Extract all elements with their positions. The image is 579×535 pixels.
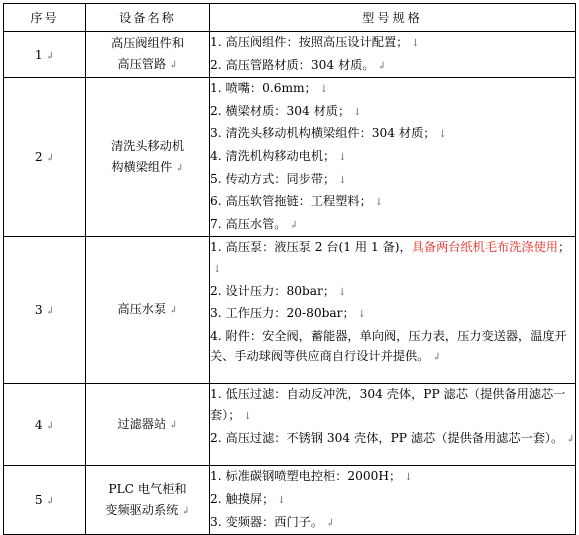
spec-list bbox=[210, 237, 576, 384]
header-row bbox=[4, 4, 576, 32]
spec-list bbox=[210, 466, 576, 535]
spec-list bbox=[210, 384, 576, 466]
equipment-name: 清洗头移动机 构横梁组件 ↲ bbox=[86, 78, 210, 237]
spec-line: 3. 清洗头移动机构横梁组件：304 材质； ↓ bbox=[210, 126, 447, 141]
row-number: 3 ↲ bbox=[4, 237, 86, 384]
table-row bbox=[4, 78, 576, 237]
spec-line: 3. 工作压力：20-80bar； ↓ bbox=[210, 306, 367, 321]
equipment-name: 高压阀组件和 高压管路 ↲ bbox=[86, 32, 210, 78]
spec-line: 1. 喷嘴：0.6mm； ↓ bbox=[210, 81, 329, 96]
spec-line: 1. 标准碳钢喷塑电控柜：2000H； ↓ bbox=[210, 469, 413, 484]
row-number: 1 ↲ bbox=[4, 32, 86, 78]
table-row bbox=[4, 466, 576, 535]
equipment-name: 过滤器站 ↲ bbox=[86, 384, 210, 466]
spec-line: 2. 触摸屏； ↓ bbox=[210, 491, 286, 506]
equipment-name: PLC 电气柜和 变频驱动系统 ↲ bbox=[86, 466, 210, 535]
spec-line: 4. 附件：安全阀，蓄能器，单向阀，压力表，压力变送器，温度开关、手动球阀等供应商自行设计并提供。 ↲ bbox=[210, 328, 567, 364]
equipment-name: 高压水泵 ↲ bbox=[86, 237, 210, 384]
spec-line: 2. 高压管路材质：304 材质。 ↲ bbox=[210, 57, 386, 72]
spec-list bbox=[210, 78, 576, 237]
spec-line: 1. 高压阀组件：按照高压设计配置； ↓ bbox=[210, 35, 420, 49]
spec-line: 1. 低压过滤：自动反冲洗，304 壳体，PP 滤芯（提供备用滤芯一套）； ↓ bbox=[210, 387, 566, 422]
row-number: 2 ↲ bbox=[4, 78, 86, 237]
spec-line: 2. 设计压力：80bar； ↓ bbox=[210, 283, 347, 298]
table-row bbox=[4, 32, 576, 78]
spec-line: 6. 高压软管拖链：工程塑料； ↓ bbox=[210, 194, 384, 209]
spec-line: 2. 高压过滤：不锈钢 304 壳体，PP 滤芯（提供备用滤芯一套）。 ↲ bbox=[210, 430, 575, 445]
table-row bbox=[4, 237, 576, 384]
spec-line: 7. 高压水管。 ↲ bbox=[210, 216, 298, 231]
spec-line: 4. 清洗机构移动电机； ↓ bbox=[210, 148, 347, 163]
header-name: 设备名称 bbox=[86, 4, 210, 32]
row-number: 5 ↲ bbox=[4, 466, 86, 535]
equipment-spec-table bbox=[3, 3, 576, 535]
highlighted-note: 具备两台纸机毛布洗涤使用 bbox=[411, 240, 558, 255]
header-model: 型号规格 bbox=[210, 4, 576, 32]
table-row bbox=[4, 384, 576, 466]
spec-line: 1. 高压泵：液压泵 2 台(1 用 1 备)，具备两台纸机毛布洗涤使用；↓ bbox=[210, 240, 571, 275]
header-no: 序号 bbox=[4, 4, 86, 32]
row-number: 4 ↲ bbox=[4, 384, 86, 466]
spec-line: 3. 变频器：西门子。 ↲ bbox=[210, 514, 335, 529]
spec-list bbox=[210, 32, 576, 78]
spec-line: 2. 横梁材质：304 材质； ↓ bbox=[210, 103, 362, 118]
spec-line: 5. 传动方式：同步带； ↓ bbox=[210, 171, 347, 186]
